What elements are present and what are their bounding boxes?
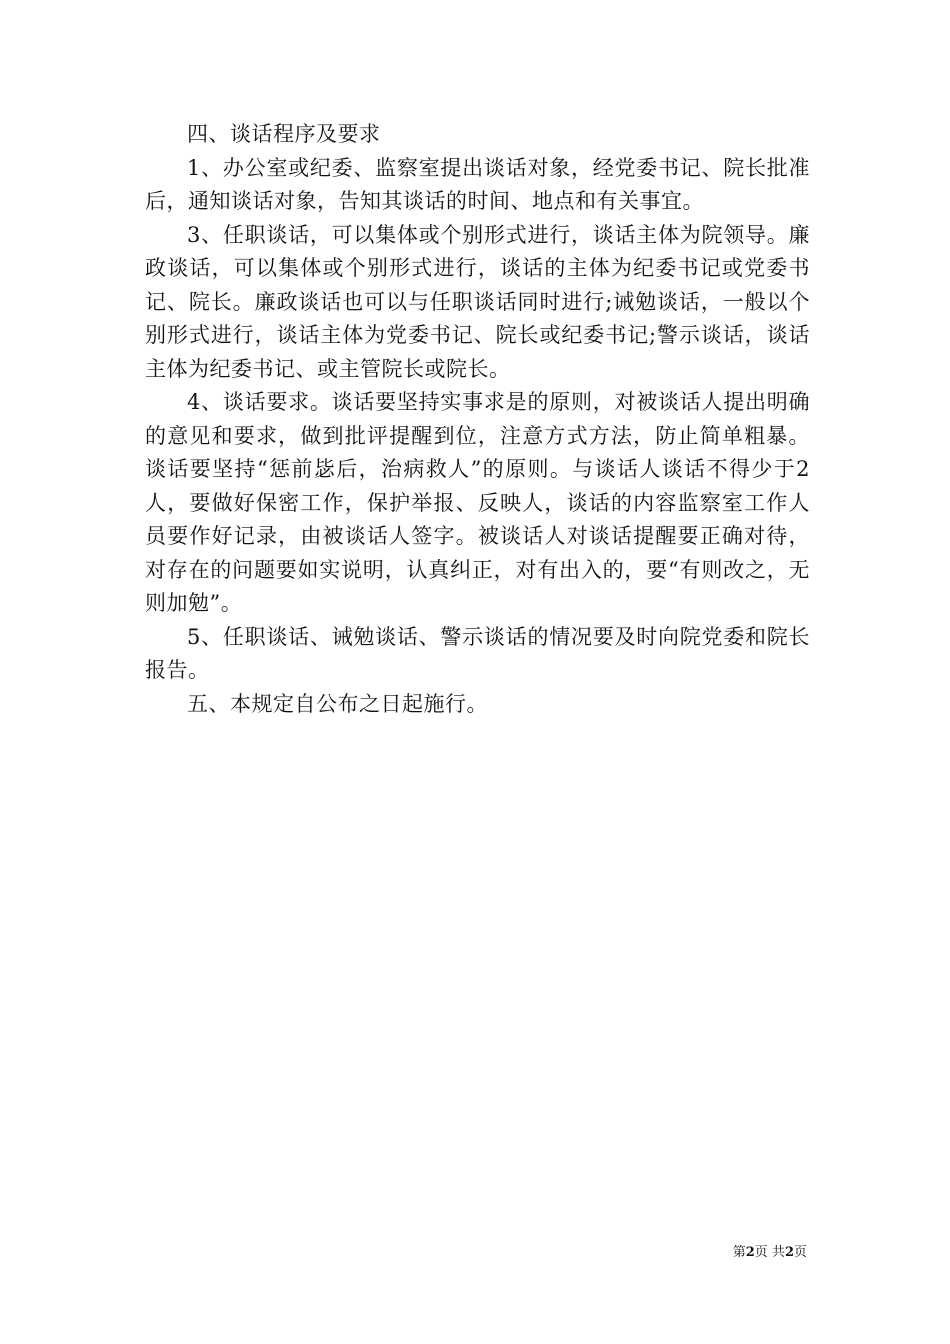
section-heading-effective: 五、本规定自公布之日起施行。: [187, 691, 488, 716]
page-footer: [733, 1245, 807, 1261]
footer-current-page: 2: [745, 1245, 755, 1260]
footer-total-pages: 2: [784, 1245, 794, 1260]
paragraph-item-3: 3、任职谈话，可以集体或个别形式进行，谈话主体为院领导。廉政谈话，可以集体或个别形式进行，谈话的主体为纪委书记或党委书记、院长。廉政谈话也可以与任职谈话同时进行;诫勉谈话，一般以个别形式进行，谈话主体为党委书记、院长或纪委书记;警示谈话，谈话主体为纪委书记、或主管院长或院长。: [145, 222, 810, 381]
footer-prefix: 第: [732, 1245, 746, 1260]
footer-suffix: 页: [793, 1245, 807, 1260]
paragraph-item-4: 4、谈话要求。谈话要坚持实事求是的原则，对被谈话人提出明确的意见和要求，做到批评提醒到位，注意方式方法，防止简单粗暴。谈话要坚持“惩前毖后，治病救人”的原则。与谈话人谈话不得少于2人，要做好保密工作，保护举报、反映人，谈话的内容监察室工作人员要作好记录，由被谈话人签字。被谈话人对谈话提醒要正确对待，对存在的问题要如实说明，认真纠正，对有出入的，要“有则改之，无则加勉”。: [145, 390, 810, 615]
paragraph-item-1: 1、办公室或纪委、监察室提出谈话对象，经党委书记、院长批准后，通知谈话对象，告知其谈话的时间、地点和有关事宜。: [145, 155, 810, 213]
paragraph-item-5: 5、任职谈话、诫勉谈话、警示谈话的情况要及时向院党委和院长报告。: [145, 624, 810, 682]
footer-middle: 页 共: [754, 1245, 785, 1260]
section-heading-procedure: 四、谈话程序及要求: [187, 122, 381, 146]
document-body: [145, 118, 810, 721]
